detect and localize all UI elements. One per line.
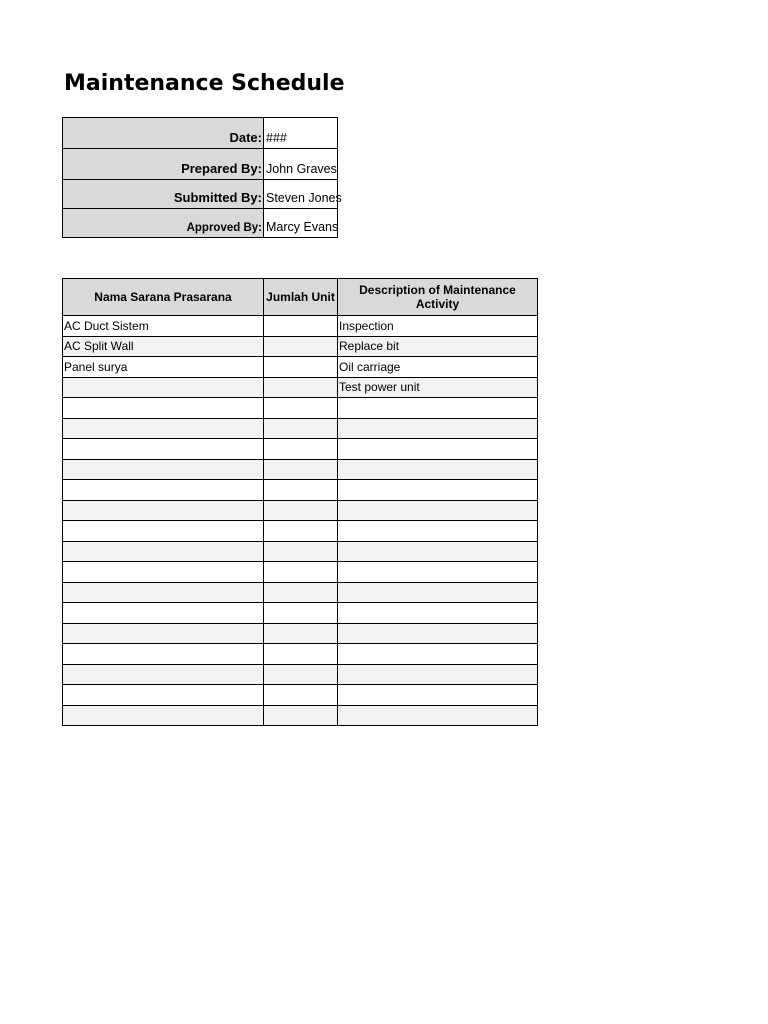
date-value[interactable]: [263, 117, 338, 149]
table-row: [63, 582, 538, 603]
description-cell[interactable]: [338, 603, 538, 624]
table-row: [63, 562, 538, 583]
table-row: [63, 377, 538, 398]
description-cell[interactable]: [338, 500, 538, 521]
nama-sarana-cell[interactable]: [63, 500, 264, 521]
nama-sarana-cell[interactable]: [63, 582, 264, 603]
table-row: [63, 398, 538, 419]
description-cell[interactable]: [338, 562, 538, 583]
jumlah-unit-cell[interactable]: [264, 541, 338, 562]
table-row: [63, 623, 538, 644]
nama-sarana-cell[interactable]: [63, 685, 264, 706]
table-row: [63, 418, 538, 439]
jumlah-unit-cell[interactable]: [264, 336, 338, 357]
nama-sarana-cell[interactable]: [63, 398, 264, 419]
table-row: [63, 439, 538, 460]
jumlah-unit-cell[interactable]: [264, 480, 338, 501]
submitted-by-value-text: Steven Jones: [266, 191, 342, 205]
jumlah-unit-cell[interactable]: [264, 685, 338, 706]
header-nama-sarana: Nama Sarana Prasarana: [63, 279, 264, 316]
jumlah-unit-cell[interactable]: [264, 582, 338, 603]
description-cell[interactable]: [338, 521, 538, 542]
table-row: [63, 685, 538, 706]
prepared-by-row: [62, 148, 337, 180]
header-jumlah-unit: Jumlah Unit: [264, 279, 338, 316]
table-row: [63, 603, 538, 624]
table-row: [63, 644, 538, 665]
jumlah-unit-cell[interactable]: [264, 603, 338, 624]
nama-sarana-cell[interactable]: [63, 377, 264, 398]
submitted-by-label: Submitted By:: [62, 179, 264, 209]
nama-sarana-cell[interactable]: [63, 439, 264, 460]
description-cell[interactable]: Test power unit: [338, 377, 538, 398]
nama-sarana-cell[interactable]: [63, 562, 264, 583]
jumlah-unit-cell[interactable]: [264, 644, 338, 665]
nama-sarana-cell[interactable]: [63, 705, 264, 726]
nama-sarana-cell[interactable]: [63, 521, 264, 542]
description-cell[interactable]: [338, 541, 538, 562]
table-header-row: [63, 279, 538, 316]
jumlah-unit-cell[interactable]: [264, 357, 338, 378]
jumlah-unit-cell[interactable]: [264, 521, 338, 542]
page-title: Maintenance Schedule: [64, 71, 345, 96]
jumlah-unit-cell[interactable]: [264, 439, 338, 460]
table-body: [63, 316, 538, 726]
table-row: [63, 316, 538, 337]
description-cell[interactable]: [338, 644, 538, 665]
nama-sarana-cell[interactable]: AC Duct Sistem: [63, 316, 264, 337]
nama-sarana-cell[interactable]: [63, 480, 264, 501]
description-cell[interactable]: [338, 685, 538, 706]
description-cell[interactable]: [338, 459, 538, 480]
table-row: [63, 664, 538, 685]
jumlah-unit-cell[interactable]: [264, 398, 338, 419]
description-cell[interactable]: Inspection: [338, 316, 538, 337]
submitted-by-row: [62, 179, 342, 209]
description-cell[interactable]: [338, 398, 538, 419]
table-row: [63, 480, 538, 501]
prepared-by-value[interactable]: [263, 148, 338, 180]
table-row: [63, 357, 538, 378]
description-cell[interactable]: [338, 418, 538, 439]
jumlah-unit-cell[interactable]: [264, 500, 338, 521]
nama-sarana-cell[interactable]: [63, 541, 264, 562]
description-cell[interactable]: [338, 439, 538, 460]
nama-sarana-cell[interactable]: [63, 644, 264, 665]
nama-sarana-cell[interactable]: [63, 459, 264, 480]
table-row: [63, 500, 538, 521]
description-cell[interactable]: [338, 582, 538, 603]
table-row: [63, 705, 538, 726]
table-row: [63, 459, 538, 480]
nama-sarana-cell[interactable]: [63, 603, 264, 624]
prepared-by-label: Prepared By:: [62, 148, 264, 180]
nama-sarana-cell[interactable]: AC Split Wall: [63, 336, 264, 357]
nama-sarana-cell[interactable]: Panel surya: [63, 357, 264, 378]
nama-sarana-cell[interactable]: [63, 623, 264, 644]
date-row: [62, 117, 337, 149]
nama-sarana-cell[interactable]: [63, 418, 264, 439]
jumlah-unit-cell[interactable]: [264, 623, 338, 644]
approved-by-value-text: Marcy Evans: [266, 220, 339, 234]
date-value-text: ###: [266, 131, 287, 145]
jumlah-unit-cell[interactable]: [264, 705, 338, 726]
table-row: [63, 521, 538, 542]
maintenance-table: [62, 278, 538, 726]
description-cell[interactable]: [338, 480, 538, 501]
nama-sarana-cell[interactable]: [63, 664, 264, 685]
date-label: Date:: [62, 117, 264, 149]
description-cell[interactable]: [338, 623, 538, 644]
approved-by-row: [62, 208, 337, 238]
approved-by-label: Approved By:: [62, 208, 264, 238]
description-cell[interactable]: Replace bit: [338, 336, 538, 357]
jumlah-unit-cell[interactable]: [264, 562, 338, 583]
description-cell[interactable]: [338, 664, 538, 685]
jumlah-unit-cell[interactable]: [264, 459, 338, 480]
submitted-by-value[interactable]: [263, 179, 342, 209]
jumlah-unit-cell[interactable]: [264, 377, 338, 398]
jumlah-unit-cell[interactable]: [264, 418, 338, 439]
approved-by-value[interactable]: [263, 208, 338, 238]
description-cell[interactable]: [338, 705, 538, 726]
table-row: [63, 541, 538, 562]
jumlah-unit-cell[interactable]: [264, 664, 338, 685]
description-cell[interactable]: Oil carriage: [338, 357, 538, 378]
header-description: Description of Maintenance Activity: [338, 279, 538, 316]
jumlah-unit-cell[interactable]: [264, 316, 338, 337]
table-row: [63, 336, 538, 357]
prepared-by-value-text: John Graves: [266, 162, 337, 176]
